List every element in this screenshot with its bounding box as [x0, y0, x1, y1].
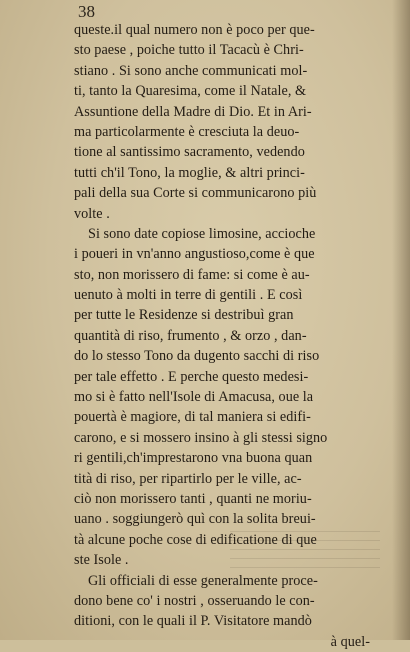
text-line: volte . — [74, 205, 110, 222]
paragraph-start-line: Si sono date copiose limosine, accioche — [88, 225, 316, 242]
paragraph-start-line: Gli officiali di esse generalmente proce- — [88, 572, 318, 589]
text-line: i poueri in vn'anno angustioso,come è que — [74, 246, 315, 263]
text-line: pali della sua Corte si communicarono più — [74, 185, 317, 202]
text-line: stiano . Si sono anche communicati mol- — [74, 62, 308, 79]
text-line: ti, tanto la Quaresima, come il Natale, & — [74, 83, 307, 100]
body-text — [74, 20, 396, 652]
page-number: 38 — [78, 2, 95, 21]
text-line: ciò non morissero tanti , quanti ne moriu- — [74, 490, 312, 507]
text-line: ri gentili,ch'imprestarono vna buona quan — [74, 450, 313, 467]
text-line: tutti ch'il Tono, la moglie, & altri princi- — [74, 164, 305, 181]
text-line: Assuntione della Madre di Dio. Et in Ari- — [74, 103, 312, 120]
text-line: tione al santissimo sacramento, vedendo — [74, 144, 305, 161]
text-line: ditioni, con le quali il P. Visitatore mandò — [74, 613, 312, 630]
text-line: sto, non morissero di fame: si come è au- — [74, 266, 310, 283]
text-line: mo si è fatto nell'Isole di Amacusa, oue la — [74, 389, 314, 406]
text-line: tà alcune poche cose di edificatione di que — [74, 531, 317, 548]
text-line: ste Isole . — [74, 552, 129, 569]
text-line: carono, e si mossero insino à gli stessi signo — [74, 429, 328, 446]
text-line: ma particolarmente è cresciuta la deuo- — [74, 123, 300, 140]
text-line: queste.il qual numero non è poco per que- — [74, 22, 315, 38]
text-line: uano . soggiungerò quì con la solita breui- — [74, 511, 316, 528]
text-line: do lo stesso Tono da dugento sacchi di riso — [74, 348, 320, 365]
text-line: sto paese , poiche tutto il Tacacù è Chri- — [74, 42, 304, 59]
text-line: dono bene co' i nostri , osseruando le con- — [74, 592, 315, 609]
text-line: quantità di riso, frumento , & orzo , dan- — [74, 327, 307, 344]
text-line: per tale effetto . E perche questo medesi- — [74, 368, 309, 385]
text-line: tità di riso, per ripartirlo per le ville, ac- — [74, 470, 302, 487]
text-line: uenuto à molti in terre di gentili . E così — [74, 287, 303, 304]
text-line: per tutte le Residenze si destribuì gran — [74, 307, 294, 324]
catchword: à quel- — [330, 633, 370, 650]
text-line: pouertà è magiore, di tal maniera si edifi- — [74, 409, 311, 426]
